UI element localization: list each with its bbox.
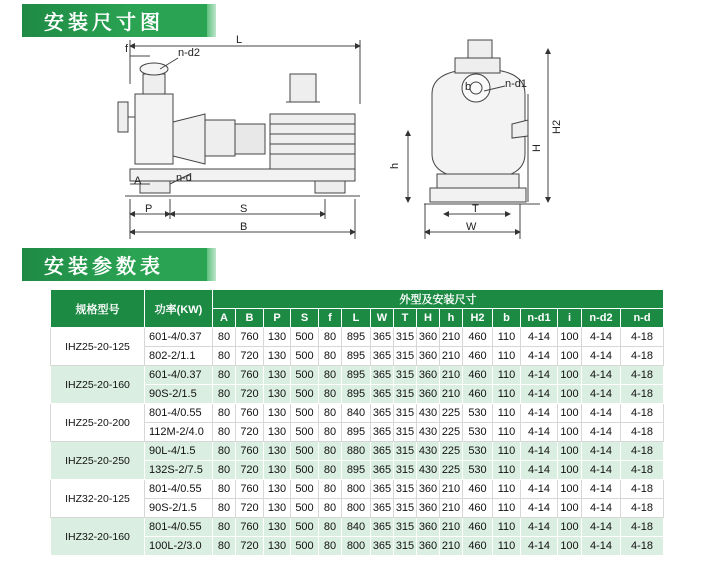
cell-value: 4-18 xyxy=(621,423,664,442)
cell-power: 90L-4/1.5 xyxy=(145,442,213,461)
label-P: P xyxy=(145,203,153,215)
cell-value: 225 xyxy=(440,442,463,461)
header-dim: n-d xyxy=(621,309,664,328)
cell-value: 360 xyxy=(417,480,440,499)
cell-model: IHZ25-20-125 xyxy=(51,328,145,366)
cell-value: 500 xyxy=(291,404,319,423)
cell-value: 100 xyxy=(558,461,582,480)
cell-value: 110 xyxy=(493,480,521,499)
header-dim: B xyxy=(236,309,264,328)
cell-model: IHZ32-20-160 xyxy=(51,518,145,556)
label-A: A xyxy=(134,175,142,187)
cell-value: 460 xyxy=(463,347,493,366)
cell-value: 110 xyxy=(493,328,521,347)
cell-value: 760 xyxy=(236,480,264,499)
header-dim: n-d2 xyxy=(582,309,621,328)
cell-value: 130 xyxy=(264,423,291,442)
cell-value: 500 xyxy=(291,537,319,556)
cell-value: 4-18 xyxy=(621,404,664,423)
cell-value: 500 xyxy=(291,366,319,385)
cell-value: 720 xyxy=(236,461,264,480)
cell-value: 315 xyxy=(394,537,417,556)
cell-power: 601-4/0.37 xyxy=(145,328,213,347)
cell-value: 840 xyxy=(342,518,371,537)
header-dim: b xyxy=(493,309,521,328)
cell-value: 130 xyxy=(264,404,291,423)
cell-value: 225 xyxy=(440,461,463,480)
cell-value: 720 xyxy=(236,423,264,442)
cell-value: 720 xyxy=(236,347,264,366)
cell-value: 4-18 xyxy=(621,537,664,556)
cell-value: 80 xyxy=(319,404,342,423)
cell-value: 500 xyxy=(291,347,319,366)
cell-value: 110 xyxy=(493,461,521,480)
cell-value: 100 xyxy=(558,385,582,404)
header-dim: n-d1 xyxy=(521,309,558,328)
header-dim: S xyxy=(291,309,319,328)
cell-value: 130 xyxy=(264,461,291,480)
cell-value: 130 xyxy=(264,328,291,347)
cell-power: 132S-2/7.5 xyxy=(145,461,213,480)
label-n-d: n-d xyxy=(176,172,192,184)
cell-power: 90S-2/1.5 xyxy=(145,499,213,518)
cell-value: 80 xyxy=(319,537,342,556)
cell-power: 801-4/0.55 xyxy=(145,518,213,537)
cell-value: 4-14 xyxy=(582,499,621,518)
cell-value: 360 xyxy=(417,366,440,385)
header-dim: h xyxy=(440,309,463,328)
cell-value: 80 xyxy=(319,499,342,518)
cell-value: 4-18 xyxy=(621,328,664,347)
header-dimension-group: 外型及安装尺寸 xyxy=(213,290,664,309)
cell-value: 430 xyxy=(417,461,440,480)
cell-value: 4-14 xyxy=(521,518,558,537)
header-dim: A xyxy=(213,309,236,328)
cell-value: 760 xyxy=(236,366,264,385)
cell-value: 100 xyxy=(558,442,582,461)
cell-value: 315 xyxy=(394,385,417,404)
header-power: 功率(KW) xyxy=(145,290,213,328)
header-model: 规格型号 xyxy=(51,290,145,328)
cell-value: 80 xyxy=(213,499,236,518)
cell-value: 4-14 xyxy=(582,423,621,442)
cell-value: 760 xyxy=(236,328,264,347)
cell-value: 530 xyxy=(463,404,493,423)
label-n-d1: n-d1 xyxy=(505,78,528,90)
cell-value: 4-14 xyxy=(582,518,621,537)
cell-value: 100 xyxy=(558,404,582,423)
cell-value: 210 xyxy=(440,480,463,499)
cell-value: 4-14 xyxy=(521,480,558,499)
cell-value: 365 xyxy=(371,537,394,556)
cell-value: 80 xyxy=(319,347,342,366)
cell-value: 365 xyxy=(371,404,394,423)
cell-value: 130 xyxy=(264,480,291,499)
cell-value: 4-14 xyxy=(582,537,621,556)
cell-value: 500 xyxy=(291,328,319,347)
cell-value: 130 xyxy=(264,366,291,385)
cell-value: 110 xyxy=(493,499,521,518)
header-dim: W xyxy=(371,309,394,328)
cell-value: 4-18 xyxy=(621,518,664,537)
cell-value: 110 xyxy=(493,423,521,442)
cell-value: 4-14 xyxy=(582,347,621,366)
cell-value: 130 xyxy=(264,442,291,461)
cell-value: 365 xyxy=(371,385,394,404)
cell-value: 365 xyxy=(371,347,394,366)
table-body xyxy=(51,328,664,556)
cell-value: 360 xyxy=(417,385,440,404)
cell-value: 460 xyxy=(463,537,493,556)
cell-value: 365 xyxy=(371,366,394,385)
cell-power: 801-4/0.55 xyxy=(145,480,213,499)
cell-value: 460 xyxy=(463,328,493,347)
label-W: W xyxy=(466,221,477,233)
cell-value: 80 xyxy=(213,385,236,404)
cell-value: 460 xyxy=(463,480,493,499)
table-row xyxy=(51,328,664,347)
cell-value: 365 xyxy=(371,423,394,442)
label-n-d2: n-d2 xyxy=(178,47,201,59)
table-row xyxy=(51,366,664,385)
cell-value: 720 xyxy=(236,385,264,404)
cell-value: 4-18 xyxy=(621,347,664,366)
cell-value: 80 xyxy=(319,328,342,347)
cell-value: 80 xyxy=(319,518,342,537)
cell-value: 100 xyxy=(558,423,582,442)
cell-model: IHZ32-20-125 xyxy=(51,480,145,518)
cell-value: 4-14 xyxy=(521,385,558,404)
cell-value: 530 xyxy=(463,442,493,461)
cell-value: 210 xyxy=(440,366,463,385)
cell-power: 100L-2/3.0 xyxy=(145,537,213,556)
section-title-parameters: 安装参数表 xyxy=(22,248,207,281)
cell-value: 130 xyxy=(264,518,291,537)
label-f: f xyxy=(125,43,129,55)
cell-value: 80 xyxy=(319,423,342,442)
cell-value: 130 xyxy=(264,347,291,366)
cell-value: 130 xyxy=(264,385,291,404)
cell-value: 110 xyxy=(493,537,521,556)
cell-value: 365 xyxy=(371,442,394,461)
cell-value: 315 xyxy=(394,423,417,442)
cell-value: 110 xyxy=(493,347,521,366)
cell-value: 315 xyxy=(394,499,417,518)
cell-value: 210 xyxy=(440,499,463,518)
cell-value: 315 xyxy=(394,480,417,499)
cell-value: 4-14 xyxy=(582,480,621,499)
cell-value: 80 xyxy=(213,518,236,537)
cell-value: 800 xyxy=(342,499,371,518)
cell-value: 4-14 xyxy=(582,442,621,461)
cell-value: 360 xyxy=(417,537,440,556)
cell-value: 720 xyxy=(236,499,264,518)
cell-value: 225 xyxy=(440,404,463,423)
cell-value: 4-14 xyxy=(582,461,621,480)
cell-value: 4-14 xyxy=(582,328,621,347)
cell-value: 4-18 xyxy=(621,366,664,385)
cell-value: 4-18 xyxy=(621,480,664,499)
cell-value: 210 xyxy=(440,328,463,347)
cell-value: 4-18 xyxy=(621,499,664,518)
cell-value: 80 xyxy=(213,328,236,347)
cell-model: IHZ25-20-160 xyxy=(51,366,145,404)
label-h: h xyxy=(389,162,401,169)
cell-value: 4-14 xyxy=(521,423,558,442)
cell-value: 80 xyxy=(319,366,342,385)
cell-value: 315 xyxy=(394,366,417,385)
section-title-dimensions: 安装尺寸图 xyxy=(22,4,207,37)
cell-value: 365 xyxy=(371,480,394,499)
cell-value: 530 xyxy=(463,461,493,480)
cell-value: 365 xyxy=(371,518,394,537)
cell-value: 210 xyxy=(440,347,463,366)
cell-value: 360 xyxy=(417,328,440,347)
cell-value: 80 xyxy=(213,537,236,556)
cell-value: 80 xyxy=(213,423,236,442)
cell-value: 4-14 xyxy=(521,347,558,366)
cell-value: 100 xyxy=(558,366,582,385)
cell-power: 112M-2/4.0 xyxy=(145,423,213,442)
cell-value: 4-14 xyxy=(521,442,558,461)
label-T: T xyxy=(472,203,479,215)
cell-value: 210 xyxy=(440,385,463,404)
installation-drawing xyxy=(0,34,713,244)
cell-value: 365 xyxy=(371,499,394,518)
label-H2: H2 xyxy=(551,119,563,134)
cell-value: 460 xyxy=(463,499,493,518)
cell-power: 801-4/0.55 xyxy=(145,404,213,423)
cell-value: 530 xyxy=(463,423,493,442)
label-b: b xyxy=(465,81,472,93)
cell-value: 225 xyxy=(440,423,463,442)
header-dim: f xyxy=(319,309,342,328)
cell-model: IHZ25-20-250 xyxy=(51,442,145,480)
cell-value: 100 xyxy=(558,499,582,518)
cell-value: 100 xyxy=(558,480,582,499)
cell-value: 315 xyxy=(394,442,417,461)
cell-value: 315 xyxy=(394,328,417,347)
cell-value: 210 xyxy=(440,518,463,537)
table-header-row xyxy=(51,290,664,309)
cell-power: 90S-2/1.5 xyxy=(145,385,213,404)
table-row xyxy=(51,442,664,461)
cell-power: 802-2/1.1 xyxy=(145,347,213,366)
cell-value: 895 xyxy=(342,328,371,347)
cell-value: 110 xyxy=(493,366,521,385)
table-row xyxy=(51,518,664,537)
cell-value: 800 xyxy=(342,480,371,499)
cell-value: 4-14 xyxy=(521,404,558,423)
cell-power: 601-4/0.37 xyxy=(145,366,213,385)
cell-value: 100 xyxy=(558,518,582,537)
cell-value: 360 xyxy=(417,518,440,537)
cell-value: 80 xyxy=(213,366,236,385)
header-dim: T xyxy=(394,309,417,328)
cell-value: 80 xyxy=(213,480,236,499)
cell-value: 100 xyxy=(558,328,582,347)
cell-value: 315 xyxy=(394,404,417,423)
cell-value: 100 xyxy=(558,347,582,366)
header-dim: i xyxy=(558,309,582,328)
cell-value: 430 xyxy=(417,404,440,423)
cell-value: 800 xyxy=(342,537,371,556)
cell-value: 360 xyxy=(417,347,440,366)
cell-value: 110 xyxy=(493,518,521,537)
cell-value: 4-14 xyxy=(521,328,558,347)
label-B: B xyxy=(240,221,248,233)
cell-value: 4-14 xyxy=(582,404,621,423)
cell-value: 110 xyxy=(493,385,521,404)
label-L: L xyxy=(236,34,243,46)
label-S: S xyxy=(240,203,248,215)
cell-value: 760 xyxy=(236,442,264,461)
cell-value: 80 xyxy=(319,461,342,480)
cell-value: 895 xyxy=(342,385,371,404)
cell-value: 760 xyxy=(236,404,264,423)
cell-value: 110 xyxy=(493,404,521,423)
cell-value: 360 xyxy=(417,499,440,518)
cell-value: 130 xyxy=(264,499,291,518)
header-dim: H2 xyxy=(463,309,493,328)
cell-value: 80 xyxy=(213,442,236,461)
cell-value: 4-14 xyxy=(521,537,558,556)
cell-value: 80 xyxy=(213,461,236,480)
table-row xyxy=(51,404,664,423)
table-row xyxy=(51,480,664,499)
cell-value: 895 xyxy=(342,461,371,480)
cell-value: 895 xyxy=(342,423,371,442)
cell-value: 460 xyxy=(463,518,493,537)
cell-value: 760 xyxy=(236,518,264,537)
cell-value: 430 xyxy=(417,423,440,442)
parameter-table xyxy=(50,289,664,556)
cell-value: 430 xyxy=(417,442,440,461)
cell-value: 4-18 xyxy=(621,385,664,404)
cell-value: 895 xyxy=(342,366,371,385)
cell-model: IHZ25-20-200 xyxy=(51,404,145,442)
cell-value: 80 xyxy=(213,347,236,366)
cell-value: 315 xyxy=(394,461,417,480)
cell-value: 500 xyxy=(291,423,319,442)
cell-value: 460 xyxy=(463,366,493,385)
header-dim: L xyxy=(342,309,371,328)
cell-value: 500 xyxy=(291,461,319,480)
header-dim: P xyxy=(264,309,291,328)
cell-value: 80 xyxy=(319,480,342,499)
cell-value: 4-18 xyxy=(621,461,664,480)
cell-value: 460 xyxy=(463,385,493,404)
cell-value: 4-14 xyxy=(521,499,558,518)
cell-value: 4-14 xyxy=(521,461,558,480)
cell-value: 365 xyxy=(371,461,394,480)
cell-value: 130 xyxy=(264,537,291,556)
cell-value: 80 xyxy=(319,442,342,461)
cell-value: 365 xyxy=(371,328,394,347)
cell-value: 720 xyxy=(236,537,264,556)
cell-value: 500 xyxy=(291,385,319,404)
cell-value: 880 xyxy=(342,442,371,461)
cell-value: 500 xyxy=(291,499,319,518)
cell-value: 4-14 xyxy=(582,385,621,404)
cell-value: 80 xyxy=(213,404,236,423)
label-H: H xyxy=(531,144,543,152)
cell-value: 500 xyxy=(291,480,319,499)
cell-value: 4-14 xyxy=(521,366,558,385)
cell-value: 210 xyxy=(440,537,463,556)
cell-value: 840 xyxy=(342,404,371,423)
cell-value: 500 xyxy=(291,518,319,537)
cell-value: 100 xyxy=(558,537,582,556)
cell-value: 315 xyxy=(394,518,417,537)
cell-value: 110 xyxy=(493,442,521,461)
cell-value: 4-18 xyxy=(621,442,664,461)
cell-value: 895 xyxy=(342,347,371,366)
cell-value: 4-14 xyxy=(582,366,621,385)
cell-value: 500 xyxy=(291,442,319,461)
cell-value: 80 xyxy=(319,385,342,404)
cell-value: 315 xyxy=(394,347,417,366)
header-dim: H xyxy=(417,309,440,328)
